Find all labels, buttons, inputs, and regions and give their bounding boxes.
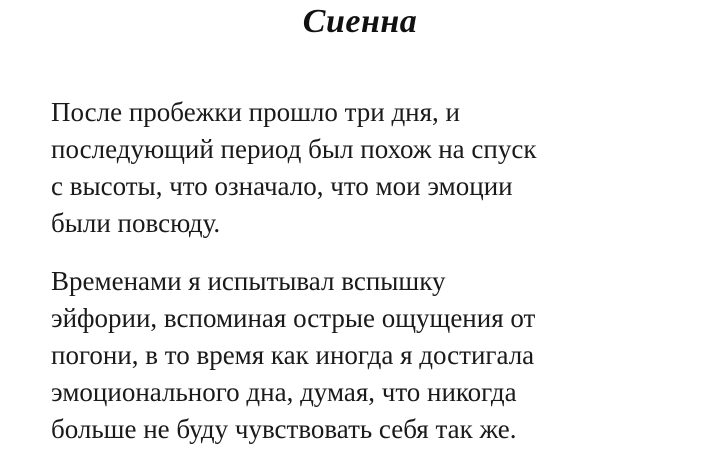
text-line: эйфории, вспоминая острые ощущения от <box>51 303 536 333</box>
text-line: больше не буду чувствовать себя так же. <box>51 414 517 444</box>
text-line: эмоционального дна, думая, что никогда <box>51 377 517 407</box>
paragraph-2 <box>51 263 671 448</box>
text-line: Временами я испытывал вспышку <box>51 266 446 296</box>
page-title: Сиенна <box>302 3 418 40</box>
text-line: последующий период был похож на спуск <box>51 134 537 164</box>
document-body <box>51 94 671 448</box>
text-line: погони, в то время как иногда я достигала <box>51 340 535 370</box>
text-line: были повсюду. <box>51 208 221 238</box>
text-line: с высоты, что означало, что мои эмоции <box>51 171 513 201</box>
paragraph-1 <box>51 94 671 242</box>
text-line: После пробежки прошло три дня, и <box>51 97 460 127</box>
